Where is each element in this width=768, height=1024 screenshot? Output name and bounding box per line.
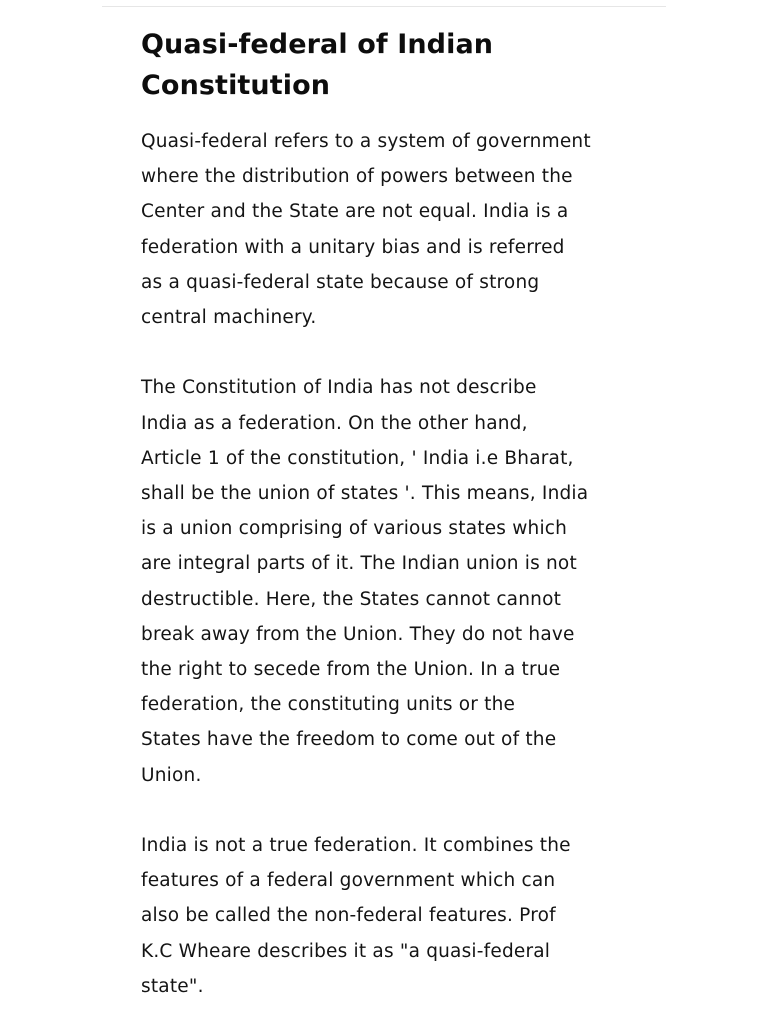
text-line: shall be the union of states '. This means, India	[141, 483, 589, 505]
paragraph-definition	[141, 124, 641, 335]
text-line: as a quasi-federal state because of strong	[141, 271, 540, 293]
text-line: Union.	[141, 764, 202, 786]
text-line: India is not a true federation. It combines the	[141, 835, 571, 857]
top-divider	[102, 6, 666, 7]
article	[141, 24, 641, 1004]
text-line: Article 1 of the constitution, ' India i.e Bharat,	[141, 447, 574, 469]
text-line: destructible. Here, the States cannot cannot	[141, 588, 562, 610]
text-line: K.C Wheare describes it as "a quasi-federal	[141, 940, 551, 962]
text-line: break away from the Union. They do not have	[141, 623, 575, 645]
text-line: States have the freedom to come out of the	[141, 729, 557, 751]
text-line: Quasi-federal refers to a system of government	[141, 131, 591, 152]
text-line: federation with a unitary bias and is referred	[141, 236, 565, 258]
text-line: state".	[141, 975, 204, 997]
text-line: central machinery.	[141, 307, 317, 329]
text-line: federation, the constituting units or the	[141, 694, 516, 716]
page-title	[141, 24, 641, 106]
text-line: are integral parts of it. The Indian union is not	[141, 553, 577, 575]
text-line: Center and the State are not equal. India is a	[141, 201, 569, 223]
text-line: India as a federation. On the other hand,	[141, 412, 528, 434]
text-line: the right to secede from the Union. In a true	[141, 659, 561, 681]
text-line: features of a federal government which can	[141, 870, 556, 892]
text-line: also be called the non-federal features. Prof	[141, 905, 556, 927]
title-line: Constitution	[141, 70, 331, 101]
title-line: Quasi-federal of Indian	[141, 29, 494, 60]
text-line: where the distribution of powers between the	[141, 166, 573, 188]
paragraph-not-true-federation	[141, 828, 641, 1004]
paragraph-union-of-states	[141, 370, 641, 792]
text-line: The Constitution of India has not describe	[141, 377, 537, 399]
text-line: is a union comprising of various states which	[141, 518, 568, 540]
